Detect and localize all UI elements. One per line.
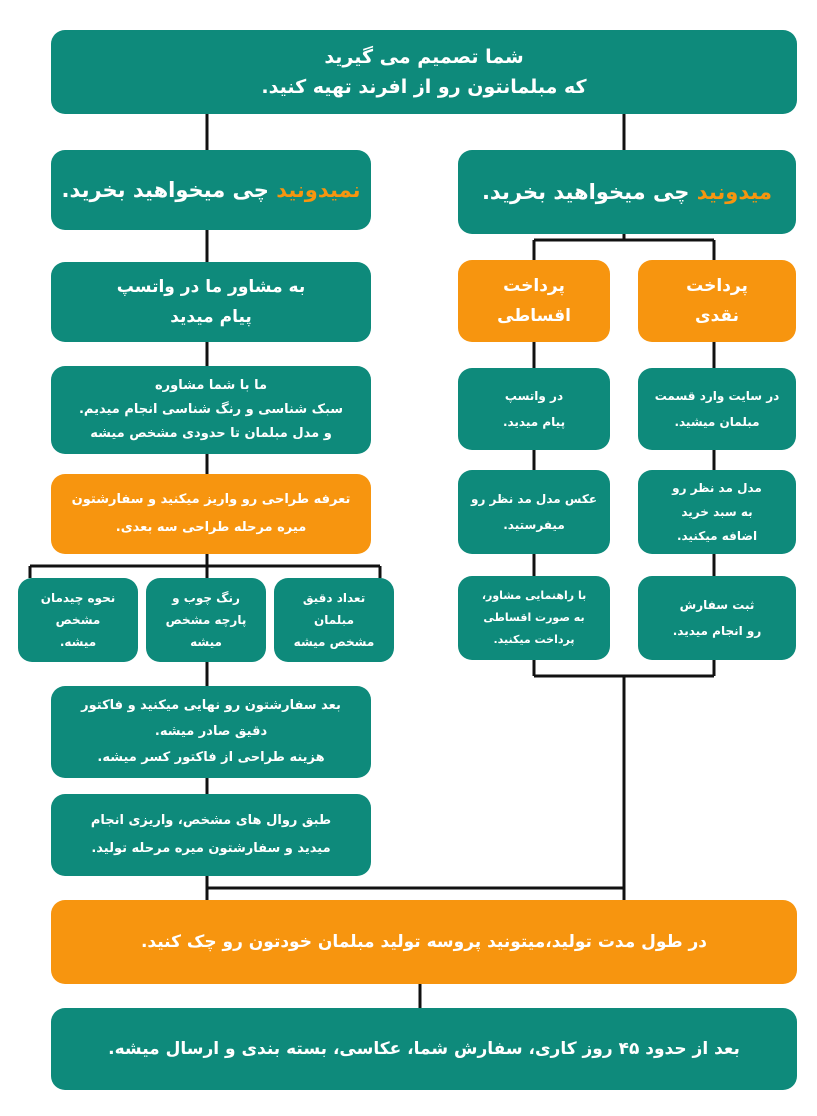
arrangement-line-3: میشه. <box>59 635 97 649</box>
production-text: در طول مدت تولید،میتونید پروسه تولید مبلمان خودتون رو چک کنید. <box>140 932 708 952</box>
production-box <box>51 900 797 984</box>
right-header-box <box>458 150 796 234</box>
installment-step-2 <box>458 470 610 554</box>
consult-line-1: ما با شما مشاوره <box>154 378 268 393</box>
delivery-box <box>51 1008 797 1090</box>
fee-line-1: تعرفه طراحی رو واریز میکنید و سفارشتون <box>71 492 351 507</box>
whatsapp-box <box>51 262 371 342</box>
decision-line-1: شما تصمیم می گیرید <box>324 46 524 68</box>
finalize-box <box>51 686 371 778</box>
installment-payment-box <box>458 260 610 342</box>
cash-title-line-2: نقدی <box>694 306 740 326</box>
left-header-box <box>51 150 371 230</box>
finalize-line-3: هزینه طراحی از فاکتور کسر میشه. <box>97 750 325 765</box>
consult-line-2: سبک شناسی و رنگ شناسی انجام میدیم. <box>78 402 344 417</box>
delivery-text: بعد از حدود ۴۵ روز کاری، سفارش شما، عکاسی، بسته بندی و ارسال میشه. <box>108 1039 740 1059</box>
cash-step3-line-2: رو انجام میدید. <box>672 624 762 638</box>
installment-step3-line-1: با راهنمایی مشاور، <box>481 589 587 602</box>
cash-step-1 <box>638 368 796 450</box>
design-fee-box <box>51 474 371 554</box>
right-header-accent: میدونید <box>696 180 773 204</box>
left-header-text <box>61 178 360 202</box>
payment-line-2: میدید و سفارشتون میره مرحله تولید. <box>91 841 331 856</box>
detail-box-count <box>274 578 394 662</box>
consult-box <box>51 366 371 454</box>
installment-step1-line-2: پیام میدید. <box>502 415 566 429</box>
left-header-accent: نمیدونید <box>276 178 361 202</box>
installment-step3-line-3: پرداخت میکنید. <box>493 633 575 646</box>
cash-step1-line-1: در سایت وارد قسمت <box>654 389 780 403</box>
cash-step2-line-1: مدل مد نظر رو <box>672 481 762 495</box>
arrangement-line-1: نحوه چیدمان <box>40 591 116 605</box>
payment-box <box>51 794 371 876</box>
cash-step1-line-2: مبلمان میشید. <box>674 415 760 429</box>
cash-step2-line-3: اضافه میکنید. <box>676 529 758 543</box>
payment-line-1: طبق روال های مشخص، واریزی انجام <box>90 813 332 828</box>
right-header-text <box>482 180 772 204</box>
right-header-rest: چی میخواهید بخرید. <box>481 180 697 204</box>
whatsapp-line-1: به مشاور ما در واتسپ <box>116 277 306 297</box>
installment-title-line-1: پرداخت <box>503 276 565 296</box>
decision-line-2: که مبلمانتون رو از افرند تهیه کنید. <box>261 76 587 98</box>
installment-step1-line-1: در واتسپ <box>504 389 564 403</box>
installment-title-line-2: اقساطی <box>497 306 571 326</box>
cash-step-2 <box>638 470 796 554</box>
arrangement-line-2: مشخص <box>55 613 101 627</box>
decision-box <box>51 30 797 114</box>
fee-line-2: میره مرحله طراحی سه بعدی. <box>115 520 307 535</box>
cash-step2-line-2: به سبد خرید <box>681 505 753 519</box>
colors-line-2: پارچه مشخص <box>165 613 247 627</box>
detail-box-colors <box>146 578 266 662</box>
installment-step2-line-1: عکس مدل مد نظر رو <box>471 492 598 506</box>
installment-step3-line-2: به صورت اقساطی <box>483 611 585 624</box>
installment-step2-line-2: میفرستید. <box>503 518 565 532</box>
cash-step-3 <box>638 576 796 660</box>
count-line-1: تعداد دقیق <box>302 591 366 605</box>
installment-step-1 <box>458 368 610 450</box>
count-line-2: مبلمان <box>313 613 355 627</box>
colors-line-1: رنگ چوب و <box>172 591 240 605</box>
colors-line-3: میشه <box>190 635 222 649</box>
finalize-line-1: بعد سفارشتون رو نهایی میکنید و فاکتور <box>81 698 341 713</box>
whatsapp-line-2: پیام میدید <box>170 307 252 327</box>
cash-step3-line-1: ثبت سفارش <box>679 598 755 612</box>
cash-payment-box <box>638 260 796 342</box>
consult-line-3: و مدل مبلمان تا حدودی مشخص میشه <box>90 426 332 441</box>
detail-box-arrangement <box>18 578 138 662</box>
cash-title-line-1: پرداخت <box>686 276 748 296</box>
count-line-3: مشخص میشه <box>293 635 375 649</box>
finalize-line-2: دقیق صادر میشه. <box>154 724 268 739</box>
installment-step-3 <box>458 576 610 660</box>
left-header-rest: چی میخواهید بخرید. <box>61 178 277 202</box>
